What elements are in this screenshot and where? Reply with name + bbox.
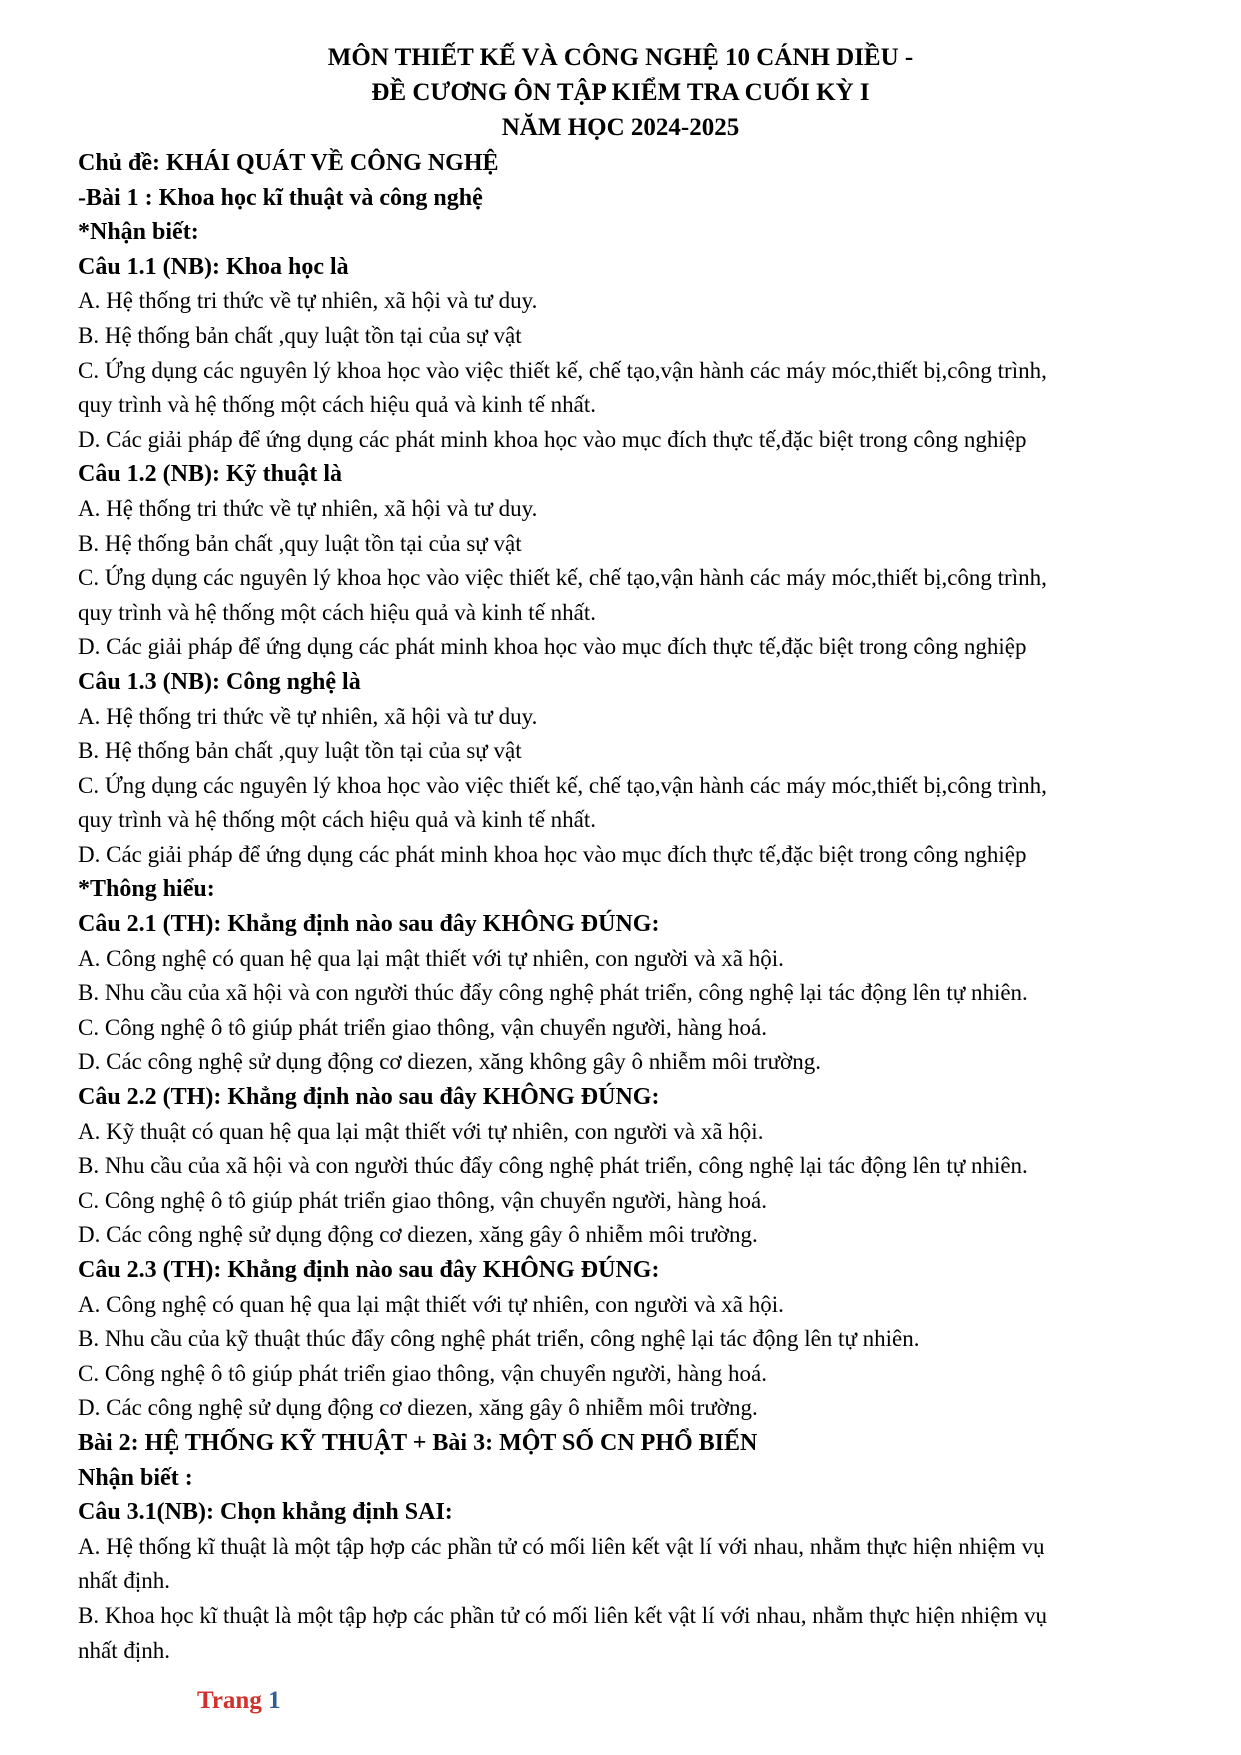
page-number: 1 — [268, 1687, 281, 1714]
question-1-3-option-d: D. Các giải pháp để ứng dụng các phát minh khoa học vào mục đích thực tế,đặc biệt trong công nghiệp — [78, 841, 1027, 867]
question-1-2-option-d: D. Các giải pháp để ứng dụng các phát minh khoa học vào mục đích thực tế,đặc biệt trong công nghiệp — [78, 634, 1027, 660]
question-1-3-option-c-cont: quy trình và hệ thống một cách hiệu quả và kinh tế nhất. — [78, 807, 597, 833]
question-1-2-option-c-cont: quy trình và hệ thống một cách hiệu quả và kinh tế nhất. — [78, 599, 597, 625]
question-1-1-option-b: B. Hệ thống bản chất ,quy luật tồn tại của sự vật — [78, 322, 522, 348]
question-2-3-option-b: B. Nhu cầu của kỹ thuật thúc đẩy công nghệ phát triển, công nghệ lại tác động lên tự nhiên. — [78, 1326, 920, 1352]
page-label: Trang — [197, 1687, 262, 1714]
question-1-2-option-a: A. Hệ thống tri thức về tự nhiên, xã hội và tư duy. — [78, 495, 538, 521]
question-1-3-option-a: A. Hệ thống tri thức về tự nhiên, xã hội và tư duy. — [78, 703, 538, 729]
question-1-1-option-d: D. Các giải pháp để ứng dụng các phát minh khoa học vào mục đích thực tế,đặc biệt trong công nghiệp — [78, 426, 1027, 452]
topic-heading: Chủ đề: KHÁI QUÁT VỀ CÔNG NGHỆ — [78, 150, 499, 176]
level-heading-recognition: *Nhận biết: — [78, 219, 199, 246]
question-2-2-option-b: B. Nhu cầu của xã hội và con người thúc đẩy công nghệ phát triển, công nghệ lại tác động lên tự nhiên. — [78, 1153, 1028, 1179]
question-2-1-option-a: A. Công nghệ có quan hệ qua lại mật thiết với tự nhiên, con người và xã hội. — [78, 945, 784, 971]
question-2-3-option-a: A. Công nghệ có quan hệ qua lại mật thiết với tự nhiên, con người và xã hội. — [78, 1291, 784, 1317]
question-1-3-title: Câu 1.3 (NB): Công nghệ là — [78, 668, 361, 695]
lesson-1-heading: -Bài 1 : Khoa học kĩ thuật và công nghệ — [78, 184, 483, 211]
question-2-1-option-c: C. Công nghệ ô tô giúp phát triển giao thông, vận chuyển người, hàng hoá. — [78, 1014, 767, 1040]
question-3-1-option-b: B. Khoa học kĩ thuật là một tập hợp các phần tử có mối liên kết vật lí với nhau, nhằm thực hiện nhiệm vụ — [78, 1602, 1048, 1628]
question-1-1-option-a: A. Hệ thống tri thức về tự nhiên, xã hội và tư duy. — [78, 288, 538, 314]
question-3-1-option-a-cont: nhất định. — [78, 1568, 170, 1594]
question-3-1-title: Câu 3.1(NB): Chọn khẳng định SAI: — [78, 1499, 453, 1526]
question-1-2-title: Câu 1.2 (NB): Kỹ thuật là — [78, 461, 343, 488]
header-school-year: NĂM HỌC 2024-2025 — [501, 114, 740, 141]
document-body — [78, 146, 1168, 1668]
document-header — [0, 40, 1241, 145]
question-1-3-option-b: B. Hệ thống bản chất ,quy luật tồn tại của sự vật — [78, 738, 522, 764]
question-1-2-option-c: C. Ứng dụng các nguyên lý khoa học vào việc thiết kế, chế tạo,vận hành các máy móc,thiết bị,công trình, — [78, 565, 1047, 591]
question-2-2-option-c: C. Công nghệ ô tô giúp phát triển giao thông, vận chuyển người, hàng hoá. — [78, 1187, 767, 1213]
question-2-1-title: Câu 2.1 (TH): Khẳng định nào sau đây KHÔNG ĐÚNG: — [78, 911, 660, 938]
question-3-1-option-b-cont: nhất định. — [78, 1637, 170, 1663]
question-1-3-option-c: C. Ứng dụng các nguyên lý khoa học vào việc thiết kế, chế tạo,vận hành các máy móc,thiết bị,công trình, — [78, 772, 1047, 798]
question-2-3-option-c: C. Công nghệ ô tô giúp phát triển giao thông, vận chuyển người, hàng hoá. — [78, 1360, 767, 1386]
lesson-2-3-heading: Bài 2: HỆ THỐNG KỸ THUẬT + Bài 3: MỘT SỐ CN PHỔ BIẾN — [78, 1429, 758, 1456]
header-outline-title: ĐỀ CƯƠNG ÔN TẬP KIỂM TRA CUỐI KỲ I — [371, 79, 870, 106]
question-2-2-option-d: D. Các công nghệ sử dụng động cơ diezen, xăng gây ô nhiễm môi trường. — [78, 1222, 758, 1248]
question-2-2-title: Câu 2.2 (TH): Khẳng định nào sau đây KHÔNG ĐÚNG: — [78, 1084, 660, 1111]
question-1-1-title: Câu 1.1 (NB): Khoa học là — [78, 253, 349, 280]
question-2-1-option-b: B. Nhu cầu của xã hội và con người thúc đẩy công nghệ phát triển, công nghệ lại tác động lên tự nhiên. — [78, 980, 1028, 1006]
question-2-3-title: Câu 2.3 (TH): Khẳng định nào sau đây KHÔNG ĐÚNG: — [78, 1257, 660, 1283]
level-heading-comprehension: *Thông hiểu: — [78, 876, 215, 903]
level-heading-recognition-2: Nhận biết : — [78, 1464, 193, 1491]
question-1-1-option-c: C. Ứng dụng các nguyên lý khoa học vào việc thiết kế, chế tạo,vận hành các máy móc,thiết bị,công trình, — [78, 357, 1047, 383]
question-1-2-option-b: B. Hệ thống bản chất ,quy luật tồn tại của sự vật — [78, 530, 522, 556]
question-2-2-option-a: A. Kỹ thuật có quan hệ qua lại mật thiết với tự nhiên, con người và xã hội. — [78, 1118, 764, 1144]
question-3-1-option-a: A. Hệ thống kĩ thuật là một tập hợp các phần tử có mối liên kết vật lí với nhau, nhằm thực hiện nhiệm vụ — [78, 1533, 1045, 1559]
header-subject: MÔN THIẾT KẾ VÀ CÔNG NGHỆ 10 CÁNH DIỀU - — [327, 44, 914, 71]
question-1-1-option-c-cont: quy trình và hệ thống một cách hiệu quả và kinh tế nhất. — [78, 392, 597, 418]
question-2-3-option-d: D. Các công nghệ sử dụng động cơ diezen, xăng gây ô nhiễm môi trường. — [78, 1395, 758, 1421]
question-2-1-option-d: D. Các công nghệ sử dụng động cơ diezen, xăng không gây ô nhiễm môi trường. — [78, 1049, 821, 1075]
page-footer — [197, 1687, 281, 1715]
